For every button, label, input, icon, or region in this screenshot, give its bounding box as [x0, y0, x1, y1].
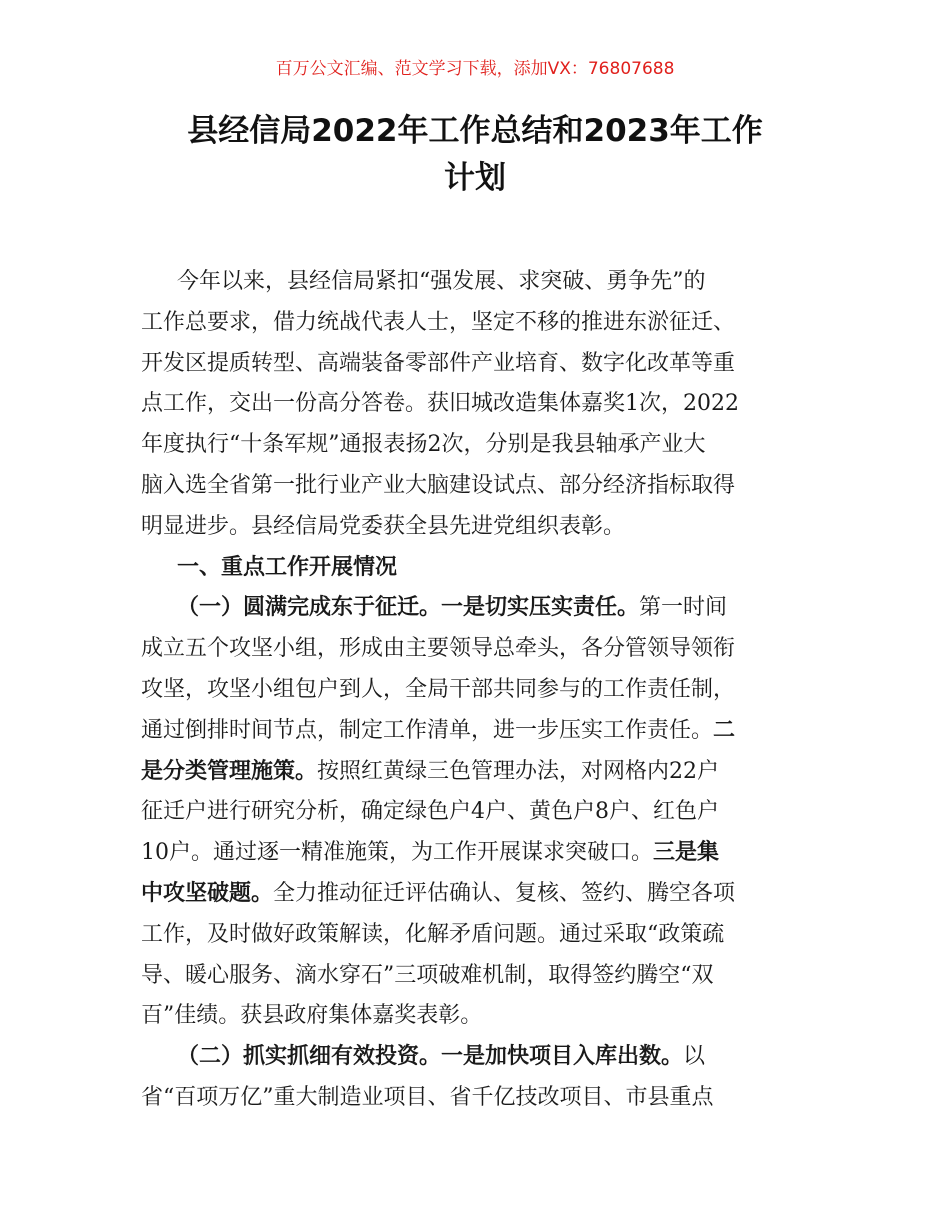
- point-label: 二: [713, 717, 736, 743]
- point-label: 是分类管理施策。: [141, 758, 318, 784]
- text-line: 工作总要求，借力统战代表人士，坚定不移的推进东淤征迁、: [141, 309, 736, 335]
- text-line: 省“百项万亿”重大制造业项目、省千亿技改项目、市县重点: [141, 1084, 714, 1110]
- text-line: 攻坚，攻坚小组包户到人，全局干部共同参与的工作责任制，: [141, 676, 736, 702]
- text-fragment: 通过倒排时间节点，制定工作清单，进一步压实工作责任。: [141, 717, 714, 743]
- section-heading: [141, 548, 813, 589]
- subsection-2-heading: （二）抓实抓细有效投资。: [177, 1044, 442, 1070]
- text-fragment: 第一时间: [639, 595, 728, 621]
- text-line: 今年以来，县经信局紧扣“强发展、求突破、勇争先”的: [177, 269, 706, 294]
- title-line-1: 县经信局2022年工作总结和2023年工作: [187, 113, 763, 149]
- header-watermark: 百万公文汇编、范文学习下载，添加VX：76807688: [275, 59, 675, 79]
- subsection-1-paragraph: [141, 588, 813, 1037]
- text-line: [141, 874, 813, 915]
- document-title: [120, 108, 830, 202]
- text-fragment: 按照红黄绿三色管理办法，对网格内22户: [317, 758, 720, 784]
- section-1-heading: 一、重点工作开展情况: [177, 554, 398, 580]
- text-line: 脑入选全省第一批行业产业大脑建设试点、部分经济指标取得: [141, 472, 736, 498]
- text-line: 明显进步。县经信局党委获全县先进党组织表彰。: [141, 513, 626, 539]
- title-line-2: 计划: [444, 160, 506, 196]
- document-body: [141, 262, 813, 1119]
- text-line: 百”佳绩。获县政府集体嘉奖表彰。: [141, 1003, 483, 1029]
- text-line: 年度执行“十条军规”通报表扬2次，分别是我县轴承产业大: [141, 432, 706, 458]
- text-line: [141, 1037, 813, 1078]
- text-line: 征迁户进行研究分析，确定绿色户4户、黄色户8户、红色户: [141, 799, 719, 825]
- text-line: 工作，及时做好政策解读，化解矛盾问题。通过采取“政策疏: [141, 921, 725, 947]
- point-label: 中攻坚破题。: [141, 880, 274, 906]
- subsection-2-paragraph: [141, 1037, 813, 1119]
- text-line: [141, 588, 813, 629]
- text-line: [141, 752, 813, 793]
- text-fragment: 以: [683, 1044, 706, 1070]
- text-fragment: 全力推动征迁评估确认、复核、签约、腾空各项: [273, 880, 736, 906]
- point-label: 三是集: [653, 840, 720, 866]
- text-line: 成立五个攻坚小组，形成由主要领导总牵头，各分管领导领衔: [141, 636, 736, 662]
- subsection-1-heading: （一）圆满完成东于征迁。: [177, 595, 442, 621]
- point-label: 一是切实压实责任。: [441, 595, 640, 621]
- text-fragment: 10户。通过逐一精准施策，为工作开展谋求突破口。: [141, 840, 653, 866]
- intro-paragraph: [141, 262, 813, 548]
- text-line: 导、暖心服务、滴水穿石”三项破难机制，取得签约腾空“双: [141, 962, 714, 988]
- text-line: [141, 711, 813, 752]
- point-label: 一是加快项目入库出数。: [441, 1044, 684, 1070]
- text-line: 开发区提质转型、高端装备零部件产业培育、数字化改革等重: [141, 350, 736, 376]
- text-line: 点工作，交出一份高分答卷。获旧城改造集体嘉奖1次，2022: [141, 391, 739, 417]
- text-line: [141, 833, 813, 874]
